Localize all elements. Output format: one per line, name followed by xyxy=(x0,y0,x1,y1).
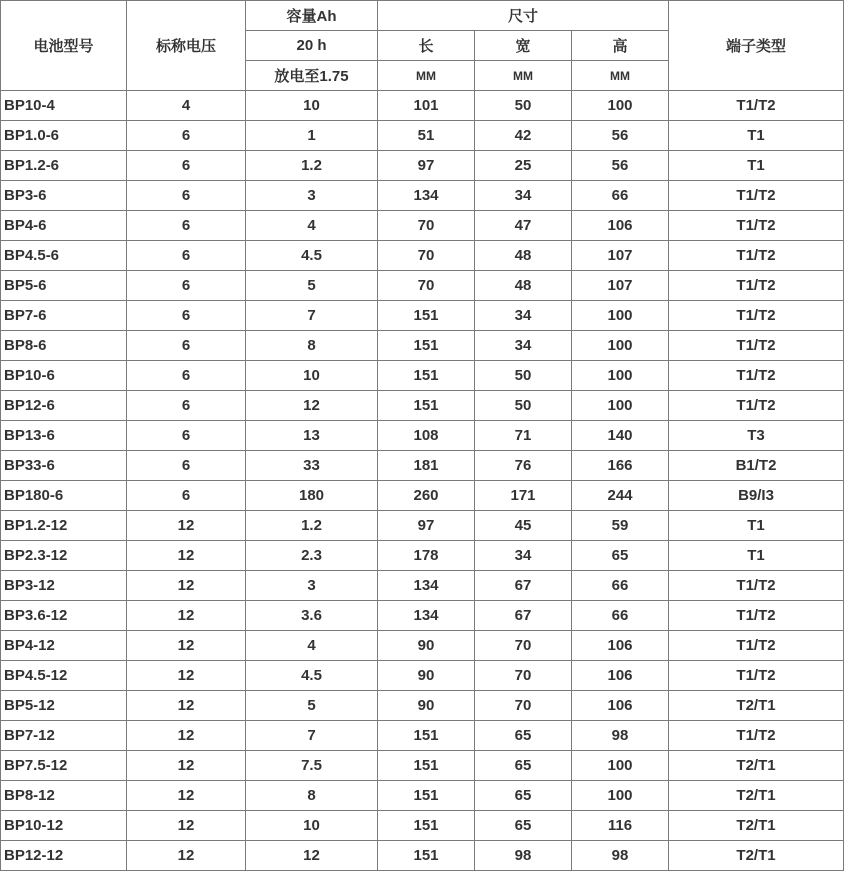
table-row xyxy=(1,511,844,541)
cell-model: BP180-6 xyxy=(1,481,127,511)
cell-terminal: T1 xyxy=(669,511,844,541)
cell-width: 25 xyxy=(475,151,572,181)
table-row xyxy=(1,391,844,421)
cell-terminal: B9/I3 xyxy=(669,481,844,511)
cell-voltage: 6 xyxy=(127,361,246,391)
cell-terminal: T1/T2 xyxy=(669,391,844,421)
cell-terminal: T1/T2 xyxy=(669,661,844,691)
cell-capacity: 10 xyxy=(246,91,378,121)
table-row xyxy=(1,601,844,631)
cell-terminal: T1/T2 xyxy=(669,211,844,241)
cell-terminal: T1/T2 xyxy=(669,91,844,121)
cell-terminal: T1/T2 xyxy=(669,301,844,331)
cell-capacity: 5 xyxy=(246,271,378,301)
cell-height: 244 xyxy=(572,481,669,511)
cell-terminal: T1/T2 xyxy=(669,361,844,391)
cell-width: 65 xyxy=(475,811,572,841)
cell-height: 166 xyxy=(572,451,669,481)
cell-model: BP10-4 xyxy=(1,91,127,121)
table-row xyxy=(1,241,844,271)
cell-voltage: 6 xyxy=(127,451,246,481)
cell-length: 70 xyxy=(378,241,475,271)
cell-capacity: 1.2 xyxy=(246,511,378,541)
cell-voltage: 12 xyxy=(127,841,246,871)
cell-capacity: 4 xyxy=(246,211,378,241)
header-row-1 xyxy=(1,1,844,31)
cell-height: 56 xyxy=(572,151,669,181)
cell-voltage: 12 xyxy=(127,661,246,691)
cell-model: BP13-6 xyxy=(1,421,127,451)
header-terminal: 端子类型 xyxy=(669,1,844,91)
table-row xyxy=(1,181,844,211)
cell-length: 151 xyxy=(378,301,475,331)
cell-length: 151 xyxy=(378,331,475,361)
cell-voltage: 6 xyxy=(127,421,246,451)
cell-height: 100 xyxy=(572,751,669,781)
cell-width: 171 xyxy=(475,481,572,511)
table-row xyxy=(1,841,844,871)
cell-width: 45 xyxy=(475,511,572,541)
cell-model: BP7.5-12 xyxy=(1,751,127,781)
cell-width: 48 xyxy=(475,241,572,271)
header-capacity: 容量Ah xyxy=(246,1,378,31)
cell-length: 181 xyxy=(378,451,475,481)
cell-capacity: 8 xyxy=(246,331,378,361)
cell-capacity: 3.6 xyxy=(246,601,378,631)
cell-capacity: 4.5 xyxy=(246,241,378,271)
cell-model: BP12-6 xyxy=(1,391,127,421)
header-rate: 20 h xyxy=(246,31,378,61)
cell-length: 70 xyxy=(378,211,475,241)
cell-voltage: 12 xyxy=(127,631,246,661)
table-row xyxy=(1,661,844,691)
cell-length: 90 xyxy=(378,661,475,691)
cell-width: 50 xyxy=(475,91,572,121)
cell-capacity: 7 xyxy=(246,301,378,331)
cell-voltage: 6 xyxy=(127,181,246,211)
cell-terminal: T1 xyxy=(669,541,844,571)
cell-terminal: B1/T2 xyxy=(669,451,844,481)
cell-voltage: 12 xyxy=(127,691,246,721)
cell-height: 98 xyxy=(572,841,669,871)
cell-voltage: 6 xyxy=(127,301,246,331)
cell-model: BP1.0-6 xyxy=(1,121,127,151)
cell-capacity: 33 xyxy=(246,451,378,481)
cell-height: 100 xyxy=(572,301,669,331)
cell-width: 70 xyxy=(475,661,572,691)
cell-terminal: T1/T2 xyxy=(669,631,844,661)
header-height: 高 xyxy=(572,31,669,61)
cell-capacity: 10 xyxy=(246,811,378,841)
cell-capacity: 13 xyxy=(246,421,378,451)
table-row xyxy=(1,751,844,781)
cell-model: BP10-12 xyxy=(1,811,127,841)
cell-height: 100 xyxy=(572,331,669,361)
cell-height: 56 xyxy=(572,121,669,151)
cell-height: 66 xyxy=(572,181,669,211)
cell-terminal: T2/T1 xyxy=(669,751,844,781)
cell-length: 151 xyxy=(378,781,475,811)
cell-model: BP2.3-12 xyxy=(1,541,127,571)
cell-model: BP12-12 xyxy=(1,841,127,871)
cell-height: 106 xyxy=(572,211,669,241)
cell-voltage: 12 xyxy=(127,541,246,571)
cell-terminal: T1 xyxy=(669,151,844,181)
cell-height: 100 xyxy=(572,781,669,811)
cell-height: 59 xyxy=(572,511,669,541)
cell-height: 107 xyxy=(572,241,669,271)
cell-voltage: 6 xyxy=(127,211,246,241)
cell-length: 51 xyxy=(378,121,475,151)
table-row xyxy=(1,541,844,571)
cell-voltage: 6 xyxy=(127,121,246,151)
table-row xyxy=(1,451,844,481)
cell-model: BP5-12 xyxy=(1,691,127,721)
cell-voltage: 12 xyxy=(127,781,246,811)
cell-model: BP33-6 xyxy=(1,451,127,481)
cell-capacity: 7 xyxy=(246,721,378,751)
cell-length: 134 xyxy=(378,601,475,631)
cell-model: BP4.5-12 xyxy=(1,661,127,691)
cell-width: 67 xyxy=(475,571,572,601)
cell-width: 50 xyxy=(475,391,572,421)
cell-width: 47 xyxy=(475,211,572,241)
cell-length: 151 xyxy=(378,391,475,421)
header-width-unit: MM xyxy=(475,61,572,91)
cell-height: 100 xyxy=(572,391,669,421)
cell-height: 98 xyxy=(572,721,669,751)
cell-voltage: 6 xyxy=(127,481,246,511)
table-row xyxy=(1,91,844,121)
cell-terminal: T1/T2 xyxy=(669,721,844,751)
cell-width: 50 xyxy=(475,361,572,391)
cell-length: 97 xyxy=(378,511,475,541)
cell-width: 34 xyxy=(475,301,572,331)
table-body xyxy=(1,91,844,871)
cell-width: 34 xyxy=(475,331,572,361)
cell-model: BP1.2-6 xyxy=(1,151,127,181)
cell-model: BP4.5-6 xyxy=(1,241,127,271)
cell-height: 106 xyxy=(572,661,669,691)
cell-voltage: 12 xyxy=(127,571,246,601)
cell-width: 48 xyxy=(475,271,572,301)
cell-model: BP8-12 xyxy=(1,781,127,811)
cell-voltage: 6 xyxy=(127,331,246,361)
cell-length: 151 xyxy=(378,841,475,871)
table-row xyxy=(1,151,844,181)
cell-model: BP10-6 xyxy=(1,361,127,391)
cell-terminal: T1/T2 xyxy=(669,241,844,271)
cell-length: 151 xyxy=(378,811,475,841)
cell-voltage: 4 xyxy=(127,91,246,121)
cell-length: 90 xyxy=(378,691,475,721)
cell-terminal: T1/T2 xyxy=(669,571,844,601)
cell-width: 65 xyxy=(475,781,572,811)
cell-model: BP8-6 xyxy=(1,331,127,361)
cell-model: BP7-12 xyxy=(1,721,127,751)
cell-width: 70 xyxy=(475,691,572,721)
cell-width: 98 xyxy=(475,841,572,871)
cell-width: 71 xyxy=(475,421,572,451)
table-row xyxy=(1,421,844,451)
header-voltage: 标称电压 xyxy=(127,1,246,91)
header-width: 宽 xyxy=(475,31,572,61)
cell-terminal: T1 xyxy=(669,121,844,151)
cell-width: 34 xyxy=(475,181,572,211)
cell-voltage: 6 xyxy=(127,391,246,421)
cell-terminal: T1/T2 xyxy=(669,601,844,631)
cell-voltage: 12 xyxy=(127,511,246,541)
cell-voltage: 6 xyxy=(127,271,246,301)
table-row xyxy=(1,121,844,151)
cell-length: 260 xyxy=(378,481,475,511)
cell-length: 70 xyxy=(378,271,475,301)
cell-width: 76 xyxy=(475,451,572,481)
cell-capacity: 12 xyxy=(246,841,378,871)
cell-height: 66 xyxy=(572,601,669,631)
cell-terminal: T1/T2 xyxy=(669,271,844,301)
table-row xyxy=(1,721,844,751)
cell-width: 70 xyxy=(475,631,572,661)
cell-length: 134 xyxy=(378,181,475,211)
cell-capacity: 3 xyxy=(246,181,378,211)
cell-model: BP4-12 xyxy=(1,631,127,661)
cell-voltage: 6 xyxy=(127,241,246,271)
cell-width: 67 xyxy=(475,601,572,631)
cell-capacity: 180 xyxy=(246,481,378,511)
cell-model: BP1.2-12 xyxy=(1,511,127,541)
cell-model: BP3-12 xyxy=(1,571,127,601)
table-row xyxy=(1,211,844,241)
table-row xyxy=(1,691,844,721)
cell-terminal: T1/T2 xyxy=(669,181,844,211)
cell-length: 97 xyxy=(378,151,475,181)
table-row xyxy=(1,331,844,361)
cell-height: 65 xyxy=(572,541,669,571)
cell-width: 65 xyxy=(475,751,572,781)
cell-length: 108 xyxy=(378,421,475,451)
header-dimensions: 尺寸 xyxy=(378,1,669,31)
cell-length: 101 xyxy=(378,91,475,121)
header-length: 长 xyxy=(378,31,475,61)
cell-height: 106 xyxy=(572,631,669,661)
cell-capacity: 5 xyxy=(246,691,378,721)
table-row xyxy=(1,631,844,661)
cell-model: BP7-6 xyxy=(1,301,127,331)
table-row xyxy=(1,361,844,391)
header-discharge: 放电至1.75 xyxy=(246,61,378,91)
table-header xyxy=(1,1,844,91)
cell-capacity: 4.5 xyxy=(246,661,378,691)
cell-length: 151 xyxy=(378,721,475,751)
header-model: 电池型号 xyxy=(1,1,127,91)
cell-capacity: 12 xyxy=(246,391,378,421)
table-row xyxy=(1,571,844,601)
cell-voltage: 12 xyxy=(127,721,246,751)
cell-voltage: 12 xyxy=(127,601,246,631)
cell-model: BP5-6 xyxy=(1,271,127,301)
cell-capacity: 1 xyxy=(246,121,378,151)
cell-length: 151 xyxy=(378,361,475,391)
cell-capacity: 2.3 xyxy=(246,541,378,571)
cell-length: 90 xyxy=(378,631,475,661)
cell-width: 34 xyxy=(475,541,572,571)
cell-model: BP3-6 xyxy=(1,181,127,211)
table-row xyxy=(1,271,844,301)
cell-terminal: T1/T2 xyxy=(669,331,844,361)
cell-height: 66 xyxy=(572,571,669,601)
cell-terminal: T2/T1 xyxy=(669,841,844,871)
cell-model: BP3.6-12 xyxy=(1,601,127,631)
cell-capacity: 7.5 xyxy=(246,751,378,781)
cell-voltage: 12 xyxy=(127,751,246,781)
cell-height: 106 xyxy=(572,691,669,721)
cell-length: 151 xyxy=(378,751,475,781)
table-row xyxy=(1,481,844,511)
cell-voltage: 12 xyxy=(127,811,246,841)
table-row xyxy=(1,781,844,811)
cell-terminal: T2/T1 xyxy=(669,691,844,721)
cell-height: 107 xyxy=(572,271,669,301)
table-row xyxy=(1,301,844,331)
cell-capacity: 4 xyxy=(246,631,378,661)
cell-capacity: 3 xyxy=(246,571,378,601)
cell-capacity: 10 xyxy=(246,361,378,391)
header-height-unit: MM xyxy=(572,61,669,91)
cell-width: 65 xyxy=(475,721,572,751)
cell-terminal: T2/T1 xyxy=(669,781,844,811)
cell-capacity: 8 xyxy=(246,781,378,811)
cell-model: BP4-6 xyxy=(1,211,127,241)
cell-height: 116 xyxy=(572,811,669,841)
cell-voltage: 6 xyxy=(127,151,246,181)
cell-terminal: T3 xyxy=(669,421,844,451)
cell-width: 42 xyxy=(475,121,572,151)
header-length-unit: MM xyxy=(378,61,475,91)
cell-capacity: 1.2 xyxy=(246,151,378,181)
cell-length: 134 xyxy=(378,571,475,601)
table-row xyxy=(1,811,844,841)
cell-height: 100 xyxy=(572,91,669,121)
cell-height: 100 xyxy=(572,361,669,391)
cell-terminal: T2/T1 xyxy=(669,811,844,841)
cell-height: 140 xyxy=(572,421,669,451)
cell-length: 178 xyxy=(378,541,475,571)
